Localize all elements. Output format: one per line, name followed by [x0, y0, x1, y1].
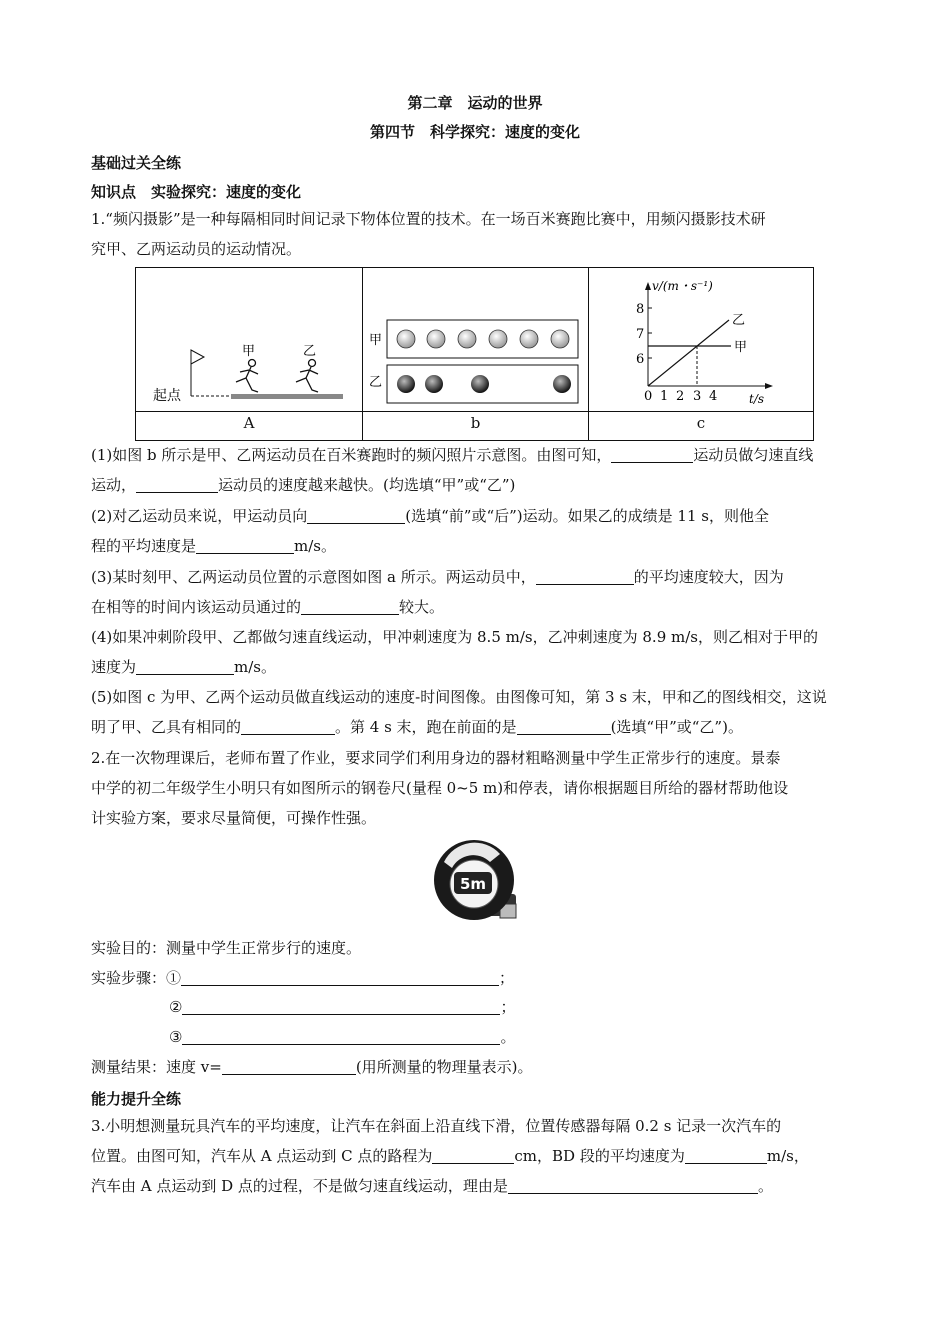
- strobe-yi-balls: [397, 375, 571, 393]
- line-jia-label: 甲: [734, 340, 748, 355]
- step-punct: ；: [500, 998, 516, 1016]
- strobe-yi-label: 乙: [369, 375, 383, 390]
- runner-jia-label: 甲: [242, 344, 256, 359]
- track-ground: [231, 394, 343, 399]
- step-3-marker: ③: [169, 1028, 183, 1046]
- q2-stem-line1: 2.在一次物理课后，老师布置了作业，要求同学们利用身边的器材粗略测量中学生正常步行的速度。景泰: [91, 749, 781, 767]
- step-2-blank[interactable]: [182, 996, 500, 1015]
- y-tick-7: 7: [636, 327, 645, 342]
- q3-text: m/s，: [766, 1147, 809, 1165]
- x-axis-label: t/s: [749, 392, 765, 406]
- step-punct: 。: [500, 1028, 516, 1046]
- y-tick-8: 8: [636, 302, 645, 317]
- caption-b: b: [470, 414, 481, 432]
- runner-yi-icon: [296, 360, 318, 393]
- answer-blank[interactable]: [432, 1145, 514, 1164]
- x-tick-0: 0: [644, 389, 653, 404]
- tape-measure-image: [430, 832, 522, 926]
- runner-jia-icon: [236, 360, 258, 393]
- x-tick-4: 4: [709, 389, 718, 404]
- q2-purpose: 实验目的：测量中学生正常步行的速度。: [91, 939, 362, 957]
- q1-p2-text: (2)对乙运动员来说，甲运动员向: [91, 507, 308, 525]
- line-yi: [648, 320, 729, 386]
- q1-part1: [91, 440, 859, 500]
- answer-blank[interactable]: [611, 444, 693, 463]
- tape-size-label: 5m: [460, 875, 487, 893]
- q1-p3-text: 在相等的时间内该运动员通过的: [91, 598, 302, 616]
- advanced-practice-heading: 能力提升全练: [91, 1090, 182, 1108]
- q1-part2: [91, 501, 859, 561]
- answer-blank[interactable]: [136, 656, 234, 675]
- section-title: 第四节 科学探究：速度的变化: [369, 123, 580, 141]
- question-1-stem: [91, 204, 859, 264]
- q1-stem-line1: 1.“频闪摄影”是一种每隔相同时间记录下物体位置的技术。在一场百米赛跑比赛中，用频闪摄影技术研: [91, 210, 766, 228]
- answer-blank[interactable]: [536, 566, 634, 585]
- runner-yi-label: 乙: [303, 344, 317, 359]
- q1-p3-text: 的平均速度较大，因为: [633, 568, 784, 586]
- q1-p5-text: 。第 4 s 末，跑在前面的是: [335, 718, 517, 736]
- y-axis-arrow: [645, 282, 651, 290]
- q2-stem-line3: 计实验方案，要求尽量简便，可操作性强。: [91, 809, 377, 827]
- answer-blank[interactable]: [136, 474, 218, 493]
- q1-part5: [91, 682, 859, 742]
- q1-p4-text: (4)如果冲刺阶段甲、乙都做匀速直线运动，甲冲刺速度为 8.5 m/s，乙冲刺速度为 8.9 m/s，则乙相对于甲的: [91, 628, 818, 646]
- q1-p3-text: (3)某时刻甲、乙两运动员位置的示意图如图 a 所示。两运动员中，: [91, 568, 536, 586]
- x-axis-arrow: [765, 383, 773, 389]
- q1-part3: [91, 562, 859, 622]
- q2-step-2: [169, 992, 937, 1022]
- strobe-jia-balls: [397, 330, 569, 348]
- q1-p4-text: m/s。: [234, 658, 276, 676]
- answer-blank[interactable]: [307, 505, 405, 524]
- q2-step-3: [169, 1022, 937, 1052]
- question-3: [91, 1111, 859, 1201]
- q3-line1: 3.小明想测量玩具汽车的平均速度，让汽车在斜面上沿直线下滑，位置传感器每隔 0.2 s 记录一次汽车的: [91, 1117, 782, 1135]
- q2-step-1: [91, 963, 859, 993]
- figure-c-vt-graph: [589, 268, 813, 411]
- q1-stem-line2: 究甲、乙两运动员的运动情况。: [91, 240, 302, 258]
- question-2-stem: [91, 743, 859, 833]
- steps-label: 实验步骤：: [91, 969, 167, 987]
- q1-p2-text: 程的平均速度是: [91, 537, 197, 555]
- start-flag-icon: [191, 350, 204, 364]
- x-tick-1: 1: [660, 389, 669, 404]
- strobe-jia-label: 甲: [369, 333, 383, 348]
- q1-p5-text: 明了甲、乙具有相同的: [91, 718, 242, 736]
- answer-blank[interactable]: [196, 535, 294, 554]
- x-tick-3: 3: [693, 389, 702, 404]
- result-text: (用所测量的物理量表示)。: [355, 1058, 533, 1076]
- q1-p1-text: 运动，: [91, 476, 137, 494]
- y-axis-label: v/(m・s⁻¹): [652, 279, 713, 293]
- q3-text: cm，BD 段的平均速度为: [514, 1147, 685, 1165]
- start-point-label: 起点: [153, 388, 181, 404]
- q1-p2-text: m/s。: [294, 537, 336, 555]
- step-2-marker: ②: [169, 998, 183, 1016]
- q3-text: 位置。由图可知，汽车从 A 点运动到 C 点的路程为: [91, 1147, 433, 1165]
- q1-part4: [91, 622, 859, 682]
- q1-p1-text: 运动员的速度越来越快。(均选填“甲”或“乙”): [218, 476, 516, 494]
- q1-figure-table: [135, 267, 814, 441]
- q1-p5-text: (5)如图 c 为甲、乙两个运动员做直线运动的速度-时间图像。由图像可知，第 3 s 末，甲和乙的图线相交，这说: [91, 688, 827, 706]
- figure-a-race: [136, 268, 362, 411]
- caption-c: c: [696, 414, 706, 432]
- figure-b-strobe: [363, 268, 588, 411]
- step-1-marker: ①: [166, 969, 182, 987]
- result-blank[interactable]: [222, 1056, 356, 1075]
- answer-blank[interactable]: [517, 716, 611, 735]
- q1-p5-text: (选填“甲”或“乙”)。: [610, 718, 743, 736]
- knowledge-point-heading: 知识点 实验探究：速度的变化: [91, 183, 302, 201]
- q3-text: 汽车由 A 点运动到 D 点的过程，不是做匀速直线运动，理由是: [91, 1177, 508, 1195]
- q1-p1-text: 运动员做匀速直线: [693, 446, 814, 464]
- strobe-jia-frame: [387, 320, 578, 358]
- caption-a: A: [243, 414, 255, 432]
- answer-blank[interactable]: [241, 716, 335, 735]
- x-tick-2: 2: [676, 389, 685, 404]
- q2-stem-line2: 中学的初二年级学生小明只有如图所示的钢卷尺(量程 0~5 m)和停表，请你根据题目所给的器材帮助他设: [91, 779, 789, 797]
- q1-p2-text: (选填“前”或“后”)运动。如果乙的成绩是 11 s，则他全: [405, 507, 769, 525]
- q1-p4-text: 速度为: [91, 658, 137, 676]
- answer-blank[interactable]: [508, 1175, 758, 1194]
- answer-blank[interactable]: [685, 1145, 767, 1164]
- q1-p1-text: (1)如图 b 所示是甲、乙两运动员在百米赛跑时的频闪照片示意图。由图可知，: [91, 446, 612, 464]
- step-punct: ；: [499, 969, 515, 987]
- y-tick-6: 6: [636, 352, 645, 367]
- answer-blank[interactable]: [301, 596, 399, 615]
- line-yi-label: 乙: [732, 313, 746, 328]
- q1-p3-text: 较大。: [399, 598, 445, 616]
- q3-text: 。: [757, 1177, 773, 1195]
- q2-result: [91, 1052, 859, 1082]
- chapter-title: 第二章 运动的世界: [407, 94, 543, 112]
- result-text: 测量结果：速度 v=: [91, 1058, 222, 1076]
- step-3-blank[interactable]: [182, 1026, 500, 1045]
- step-1-blank[interactable]: [181, 967, 499, 986]
- basic-practice-heading: 基础过关全练: [91, 154, 182, 172]
- table-caption-divider: [136, 411, 813, 412]
